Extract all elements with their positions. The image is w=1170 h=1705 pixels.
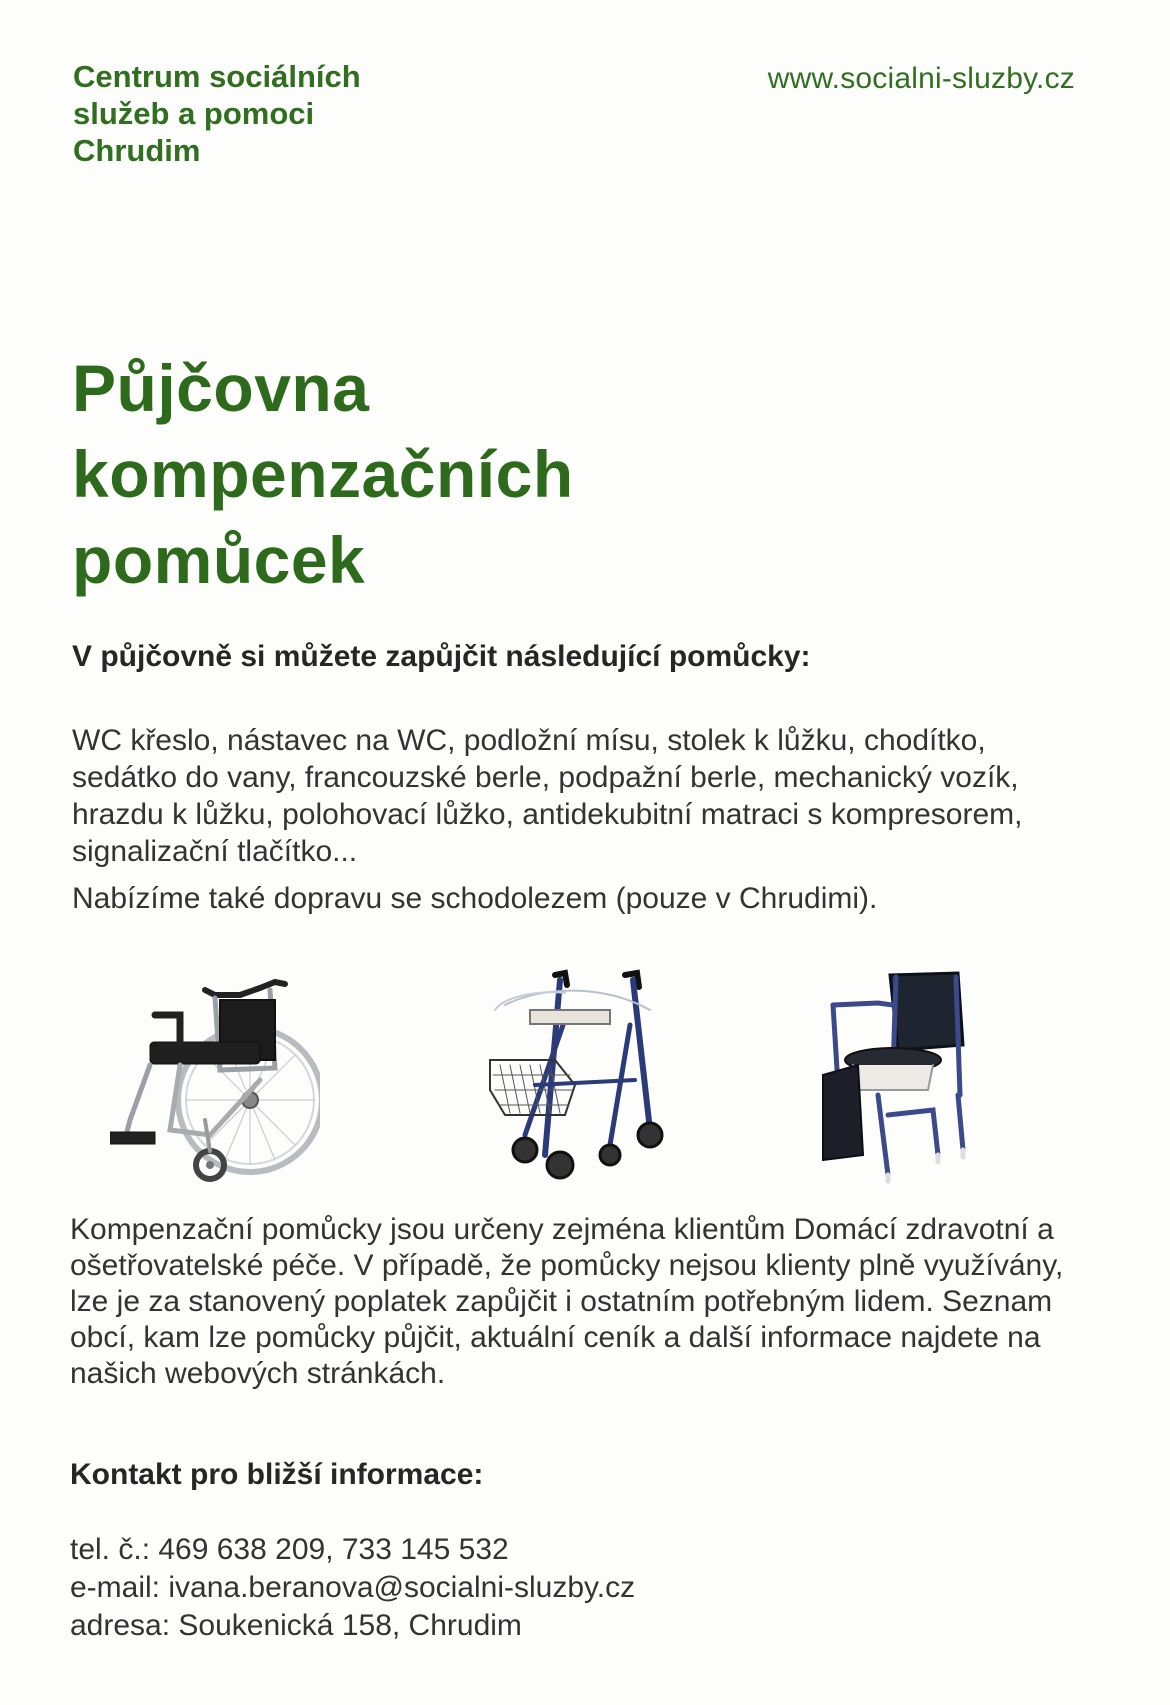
transport-text: Nabízíme také dopravu se schodolezem (pouze v Chrudimi). <box>72 882 878 915</box>
website-link[interactable]: www.socialni-sluzby.cz <box>767 62 1075 95</box>
items-list-text: WC křeslo, nástavec na WC, podložní mísu, stolek k lůžku, chodítko, sedátko do vany, francouzské berle, podpažní berle, mechanický vozík, hrazdu k lůžku, polohovací lůžko, antidekubitní matraci s kompresorem, signalizační tlačítko... <box>72 724 1023 868</box>
title-line-3: pomůcek <box>72 523 366 597</box>
contact-block <box>70 1531 635 1645</box>
organization-name <box>73 58 361 169</box>
description-block <box>70 1212 1090 1392</box>
title-line-2: kompenzačních <box>72 437 574 511</box>
contact-phone: tel. č.: 469 638 209, 733 145 532 <box>70 1533 509 1566</box>
contact-heading: Kontakt pro bližší informace: <box>70 1458 484 1491</box>
contact-email[interactable]: e-mail: ivana.beranova@socialni-sluzby.cz <box>70 1571 636 1604</box>
photo-row <box>0 960 1170 1190</box>
wheelchair-photo <box>110 960 320 1185</box>
description-text: Kompenzační pomůcky jsou určeny zejména klientům Domácí zdravotní a ošetřovatelské péče. V případě, že pomůcky nejsou klienty plně využívány, lze je za stanovený poplatek zapůjčit i ostatním potřebným lidem. Seznam obcí, kam lze pomůcky půjčit, aktuální ceník a další informace najdete na našich webových stránkách. <box>70 1213 1064 1390</box>
org-line-2: služeb a pomoci <box>73 96 315 131</box>
org-line-3: Chrudim <box>73 133 201 168</box>
rollator-photo <box>485 965 670 1180</box>
title-line-1: Půjčovna <box>72 351 370 425</box>
commode-chair-photo <box>818 965 978 1185</box>
org-line-1: Centrum sociálních <box>73 59 361 94</box>
contact-address: adresa: Soukenická 158, Chrudim <box>70 1609 522 1642</box>
page-title <box>72 345 574 603</box>
items-block <box>72 722 1082 917</box>
items-heading: V půjčovně si můžete zapůjčit následující pomůcky: <box>72 640 811 673</box>
